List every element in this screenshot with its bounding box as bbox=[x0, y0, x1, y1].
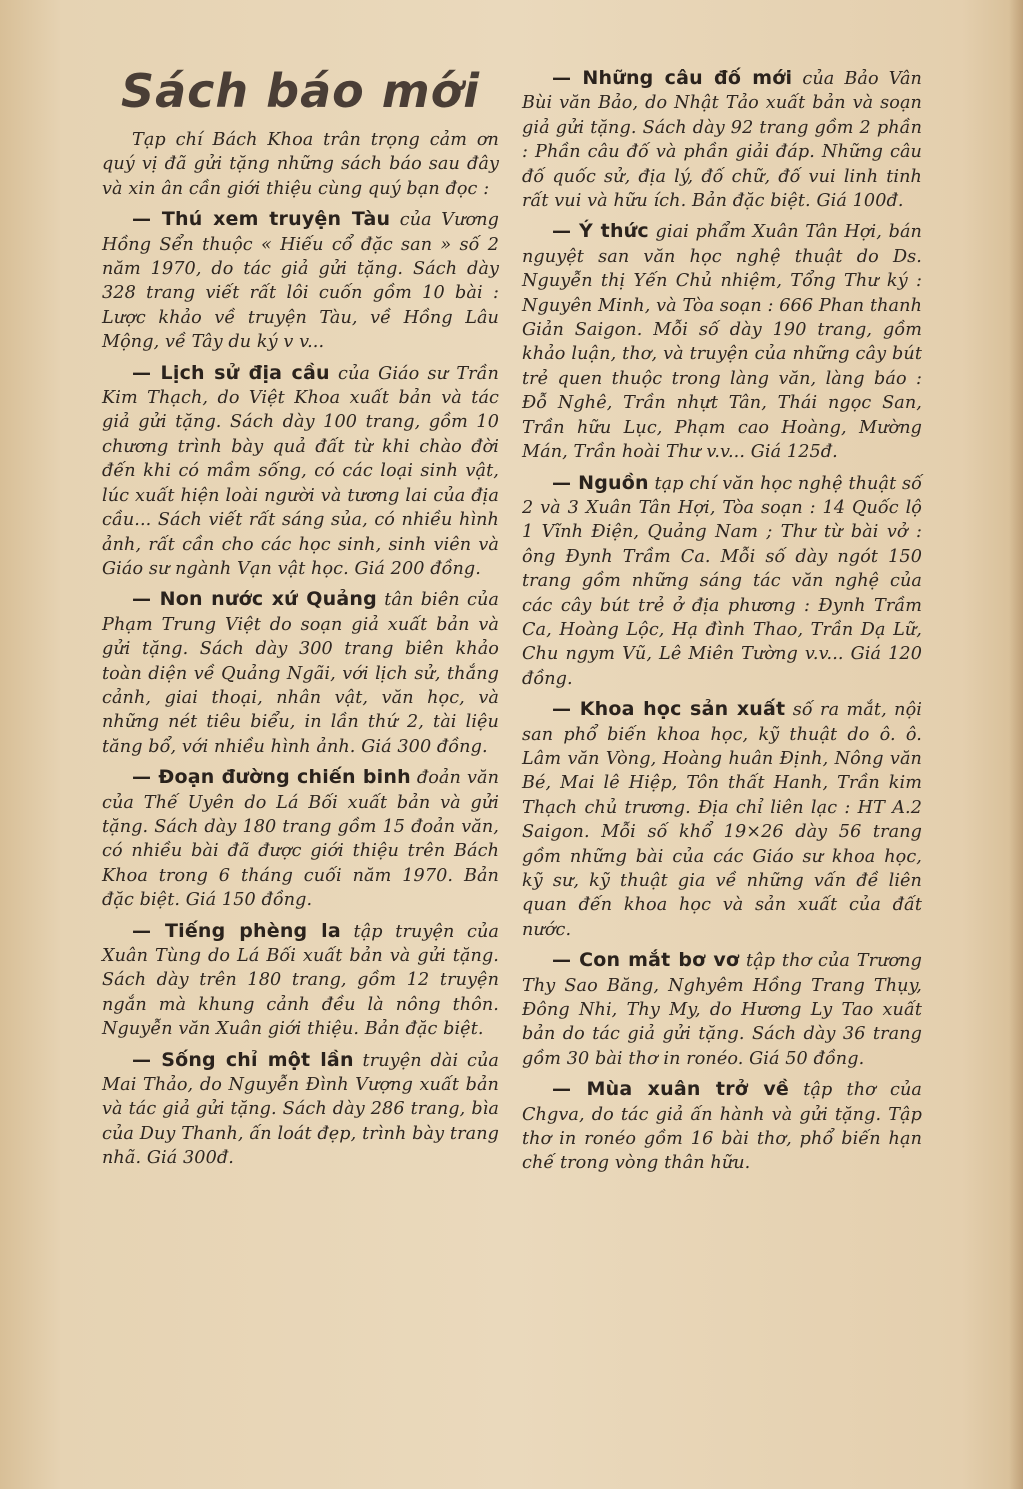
book-description: tập truyện của Xuân Tùng do Lá Bối xuất bản và gửi tặng. Sách dày trên 180 trang, gồm 12 truyện ngắn mà khung cảnh đều là nông thôn. Nguyễn văn Xuân giới thiệu. Bản đặc biệt. bbox=[102, 921, 500, 1040]
right-column bbox=[522, 66, 922, 1182]
book-entry bbox=[102, 587, 499, 759]
book-entry bbox=[102, 1048, 499, 1171]
book-title: — Đoạn đường chiến binh bbox=[132, 766, 411, 788]
left-column bbox=[102, 66, 499, 1177]
book-description: tân biên của Phạm Trung Việt do soạn giả xuất bản và gửi tặng. Sách dày 300 trang biên khảo toàn diện về Quảng Ngãi, với lịch sử, thắng cảnh, giai thoại, nhân vật, văn học, và những nét tiêu biểu, in lần thứ 2, tài liệu tăng bổ, với nhiều hình ảnh. Giá 300 đồng. bbox=[102, 590, 499, 757]
book-description: số ra mắt, nội san phổ biến khoa học, kỹ thuật do ô. ô. Lâm văn Vòng, Hoàng huân Định, Nông văn Bé, Mai lê Hiệp, Tôn thất Hanh, Trần kim Thạch chủ trương. Địa chỉ liên lạc : HT A.2 Saigon. Mỗi số khổ 19×26 dày 56 trang gồm những bài của các Giáo sư khoa học, kỹ sư, kỹ thuật gia về những vấn đề liên quan đến khoa học và sản xuất của đất nước. bbox=[522, 700, 922, 940]
book-entry bbox=[102, 361, 499, 582]
book-title: — Mùa xuân trở về bbox=[552, 1078, 789, 1100]
intro-paragraph: Tạp chí Bách Khoa trân trọng cảm ơn quý vị đã gửi tặng những sách báo sau đây và xin ân cần giới thiệu cùng quý bạn đọc : bbox=[102, 130, 499, 199]
book-description: tạp chí văn học nghệ thuật số 2 và 3 Xuân Tân Hợi, Tòa soạn : 14 Quốc lộ 1 Vĩnh Điện, Quảng Nam ; Thư từ bài vở : ông Đynh Trầm Ca. Mỗi số dày ngót 150 trang gồm những sáng tác văn nghệ của các cây bút trẻ ở địa phương : Đynh Trầm Ca, Hoàng Lộc, Hạ đình Thao, Trần Dạ Lữ, Chu ngym Vũ, Lê Miên Tường v.v... Giá 120 đồng. bbox=[522, 473, 922, 689]
book-entry bbox=[522, 948, 922, 1071]
book-description: của Bảo Vân Bùi văn Bảo, do Nhật Tảo xuất bản và soạn giả gửi tặng. Sách dày 92 trang gồm 2 phần : Phần câu đố và phần giải đáp. Những câu đố quốc sử, địa lý, đố chữ, đố vui linh tinh rất vui và hữu ích. Bản đặc biệt. Giá 100đ. bbox=[522, 69, 922, 212]
book-entry bbox=[102, 765, 499, 912]
page-edge-shadow bbox=[1009, 0, 1023, 1489]
book-title: — Thú xem truyện Tàu bbox=[132, 208, 390, 230]
book-title: — Khoa học sản xuất bbox=[552, 698, 785, 720]
book-title: — Tiếng phèng la bbox=[132, 920, 341, 942]
book-entry bbox=[102, 919, 499, 1042]
book-title: — Lịch sử địa cầu bbox=[132, 362, 330, 384]
book-description: truyện dài của Mai Thảo, do Nguyễn Đình Vượng xuất bản và tác giả gửi tặng. Sách dày 286 trang, bìa của Duy Thanh, ấn loát đẹp, trình bày trang nhã. Giá 300đ. bbox=[102, 1050, 499, 1169]
book-description: của Giáo sư Trần Kim Thạch, do Việt Khoa xuất bản và tác giả gửi tặng. Sách dày 100 trang, gồm 10 chương trình bày quả đất từ khi chào đời đến khi có mầm sống, có các loại sinh vật, lúc xuất hiện loài người và tương lai của địa cầu... Sách viết rất sáng sủa, có nhiều hình ảnh, rất cần cho các học sinh, sinh viên và Giáo sư ngành Vạn vật học. Giá 200 đồng. bbox=[102, 363, 499, 579]
book-title: — Những câu đố mới bbox=[552, 67, 792, 89]
book-entry bbox=[522, 697, 922, 942]
book-entry bbox=[522, 471, 922, 692]
book-entry bbox=[102, 207, 499, 354]
section-title: Sách báo mới bbox=[120, 64, 481, 118]
book-entry bbox=[522, 66, 922, 213]
book-description: của Vương Hồng Sển thuộc « Hiếu cổ đặc san » số 2 năm 1970, do tác giả gửi tặng. Sách dày 328 trang viết rất lôi cuốn gồm 10 bài : Lược khảo về truyện Tàu, về Hồng Lâu Mộng, về Tây du ký v v... bbox=[102, 210, 499, 353]
book-description: đoản văn của Thế Uyên do Lá Bối xuất bản và gửi tặng. Sách dày 180 trang gồm 15 đoản văn, có nhiều bài đã được giới thiệu trên Bách Khoa trong 6 tháng cuối năm 1970. Bản đặc biệt. Giá 150 đồng. bbox=[102, 768, 500, 911]
book-description: giai phẩm Xuân Tân Hợi, bán nguyệt san văn học nghệ thuật do Ds. Nguyễn thị Yến Chủ nhiệm, Tổng Thư ký : Nguyên Minh, và Tòa soạn : 666 Phan thanh Giản Saigon. Mỗi số dày 190 trang, gồm khảo luận, thơ, và truyện của những cây bút trẻ quen thuộc trong làng văn, làng báo : Đỗ Nghê, Trần nhựt Tân, Thái ngọc San, Trần hữu Lục, Phạm cao Hoàng, Mường Mán, Trần hoài Thư v.v... Giá 125đ. bbox=[522, 222, 922, 463]
book-title: — Nguồn bbox=[552, 472, 649, 494]
book-description: tập thơ của Trương Thy Sao Băng, Nghyêm Hồng Trang Thụy, Đông Nhi, Thy My, do Hương Ly Tao xuất bản do tác giả gửi tặng. Sách dày 36 trang gồm 30 bài thơ in ronéo. Giá 50 đồng. bbox=[522, 951, 923, 1069]
book-title: — Sống chỉ một lần bbox=[132, 1049, 354, 1071]
book-title: — Ý thức bbox=[552, 220, 649, 242]
book-title: — Con mắt bơ vơ bbox=[552, 949, 739, 971]
book-entry bbox=[522, 1077, 922, 1176]
book-description: tập thơ của Chgva, do tác giả ấn hành và gửi tặng. Tập thơ in ronéo gồm 16 bài thơ, phổ biến hạn chế trong vòng thân hữu. bbox=[522, 1080, 922, 1174]
book-title: — Non nước xứ Quảng bbox=[132, 588, 377, 610]
book-entry bbox=[522, 219, 922, 464]
